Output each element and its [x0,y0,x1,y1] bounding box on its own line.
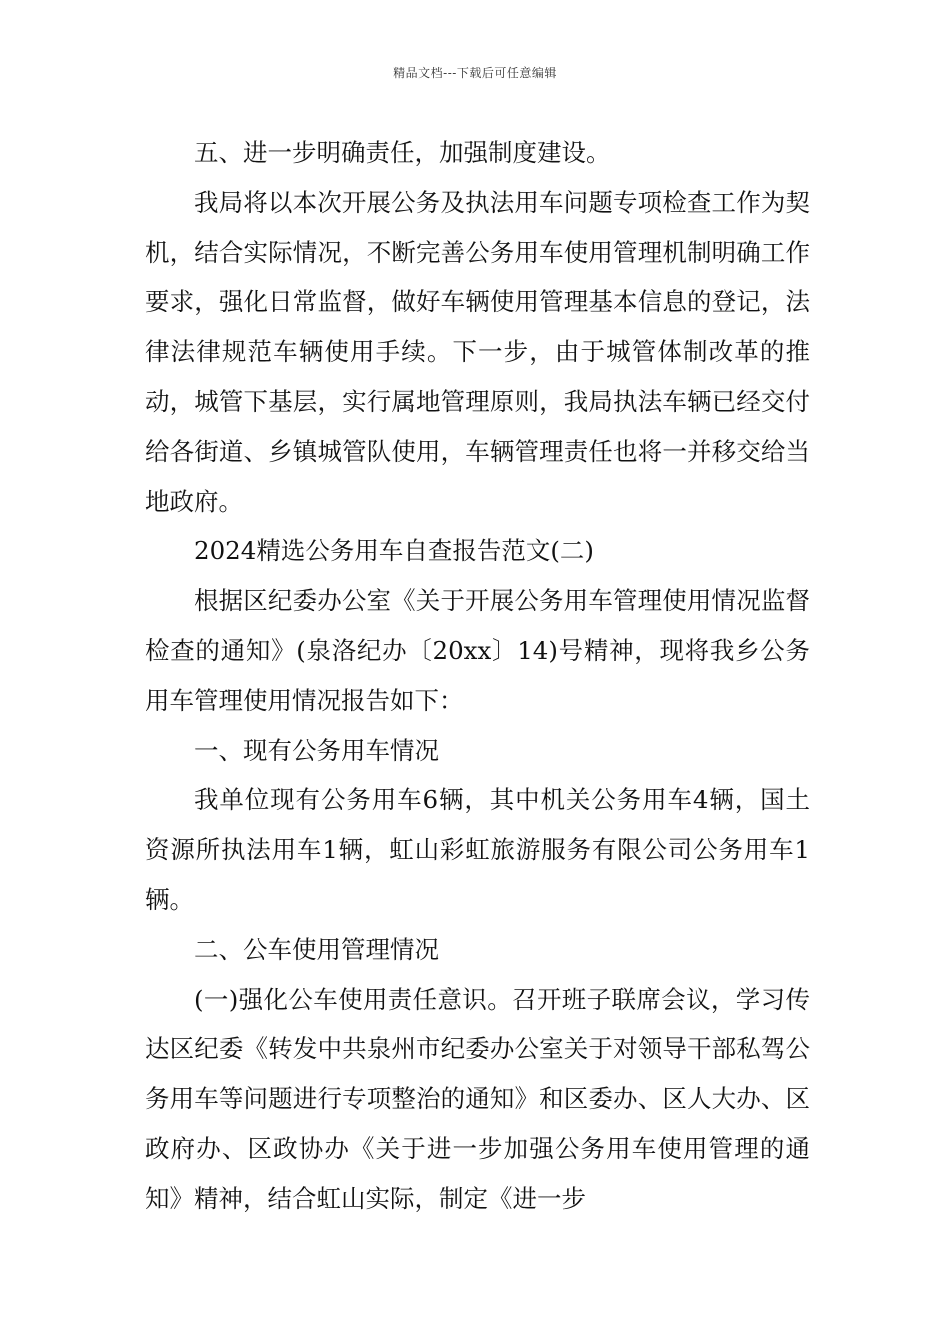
paragraph-section-one: 一、现有公务用车情况 [194,735,439,765]
document-body [145,128,810,1224]
paragraph-vehicle-count: 我单位现有公务用车6辆，其中机关公务用车4辆，国土资源所执法用车1辆，虹山彩虹旅游服务有限公司公务用车1辆。 [145,785,810,914]
paragraph-section-five: 五、进一步明确责任，加强制度建设。 [194,138,611,167]
paragraph-report-intro: 根据区纪委办公室《关于开展公务用车管理使用情况监督检查的通知》(泉洛纪办〔20xx〕14)号精神，现将我乡公务用车管理使用情况报告如下： [145,586,810,715]
paragraph-report-title: 2024精选公务用车自查报告范文(二) [194,536,594,566]
paragraph-bureau-plan: 我局将以本次开展公务及执法用车问题专项检查工作为契机，结合实际情况，不断完善公务用车使用管理机制明确工作要求，强化日常监督，做好车辆使用管理基本信息的登记，法律法律规范车辆使用手续。下一步，由于城管体制改革的推动，城管下基层，实行属地管理原则，我局执法车辆已经交付给各街道、乡镇城管队使用，车辆管理责任也将一并移交给当地政府。 [145,187,810,516]
paragraph-responsibility: (一)强化公车使用责任意识。召开班子联席会议，学习传达区纪委《转发中共泉州市纪委办公室关于对领导干部私驾公务用车等问题进行专项整治的通知》和区委办、区人大办、区政府办、区政协办《关于进一步加强公务用车使用管理的通知》精神，结合虹山实际，制定《进一步 [145,984,810,1213]
paragraph-section-two: 二、公车使用管理情况 [194,934,439,964]
page-header: 精品文档---下载后可任意编辑 [393,66,557,80]
